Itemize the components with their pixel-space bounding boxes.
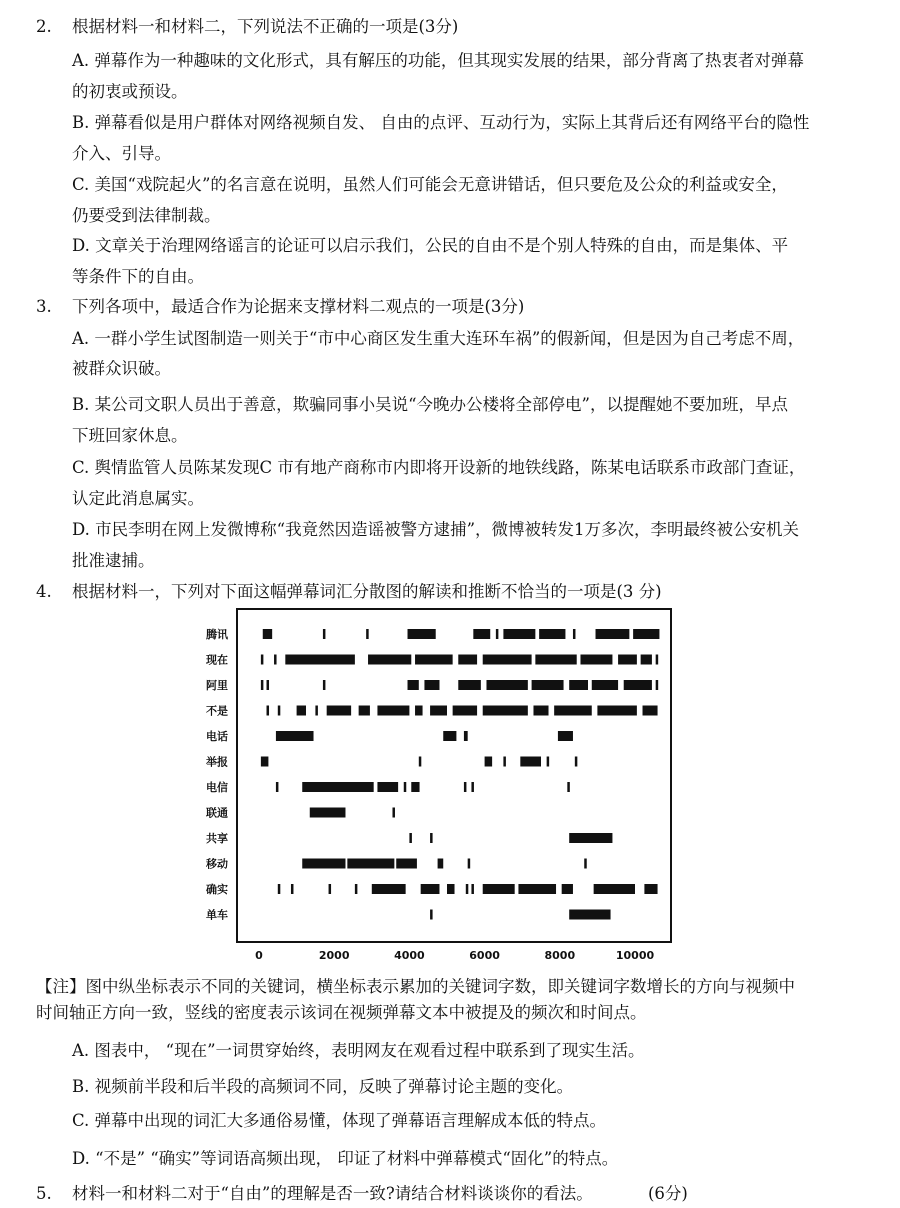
dispersion-mark (486, 680, 527, 690)
dispersion-mark (278, 884, 281, 894)
dispersion-mark (329, 884, 332, 894)
dispersion-mark (276, 731, 314, 741)
dispersion-mark (656, 680, 659, 690)
dispersion-mark (408, 680, 419, 690)
dispersion-mark (267, 680, 270, 690)
dispersion-mark (430, 706, 447, 716)
option-line: 等条件下的自由。 (72, 267, 204, 286)
dispersion-mark (518, 884, 556, 894)
option-line: B. 某公司文职人员出于善意，欺骗同事小吴说“今晚办公楼将全部停电”，以提醒她不要加班，早点 (72, 395, 788, 414)
dispersion-mark (644, 884, 657, 894)
dispersion-mark (261, 655, 264, 665)
dispersion-mark (471, 884, 474, 894)
dispersion-mark (372, 884, 406, 894)
question-number: 2. (36, 17, 52, 36)
dispersion-mark (656, 655, 659, 665)
y-tick-label: 共享 (206, 832, 228, 845)
dispersion-mark (633, 629, 659, 639)
question-points: (6分) (648, 1184, 688, 1203)
option-line: D. 文章关于治理网络谣言的论证可以启示我们，公民的自由不是个别人特殊的自由，而是集体、平 (72, 236, 789, 255)
dispersion-mark (297, 706, 306, 716)
dispersion-mark (458, 655, 477, 665)
dispersion-mark (641, 655, 652, 665)
dispersion-mark (473, 629, 490, 639)
dispersion-mark (547, 757, 550, 767)
word-dispersion-chart (190, 600, 680, 966)
y-tick-label: 不是 (206, 704, 228, 718)
question-stem: 材料一和材料二对于“自由”的理解是否一致?请结合材料谈谈你的看法。 (72, 1184, 593, 1203)
dispersion-mark (261, 757, 269, 767)
dispersion-mark (310, 808, 346, 818)
dispersion-mark (261, 680, 264, 690)
y-tick-label: 确实 (206, 883, 228, 896)
dispersion-mark (468, 859, 471, 869)
dispersion-mark (485, 757, 493, 767)
dispersion-mark (539, 629, 565, 639)
dispersion-mark (483, 706, 528, 716)
dispersion-mark (558, 731, 573, 741)
dispersion-mark (430, 833, 433, 843)
y-tick-label: 移动 (206, 857, 228, 871)
chart-note: 时间轴正方向一致，竖线的密度表示该词在视频弹幕文本中被提及的频次和时间点。 (36, 1003, 647, 1022)
dispersion-mark (597, 706, 636, 716)
option-line: 认定此消息属实。 (72, 489, 204, 508)
question-stem: 根据材料一和材料二，下列说法不正确的一项是(3分) (72, 17, 459, 36)
y-tick-label: 电话 (206, 730, 228, 743)
dispersion-mark (569, 910, 610, 920)
dispersion-mark (562, 884, 573, 894)
x-tick-label: 4000 (394, 949, 425, 962)
option-line: A. 弹幕作为一种趣味的文化形式，具有解压的功能，但其现实发展的结果，部分背离了热衷者对弹幕 (72, 51, 804, 70)
dispersion-mark (535, 655, 576, 665)
dispersion-mark (503, 629, 535, 639)
option-line: 批准逮捕。 (72, 551, 155, 570)
dispersion-mark (569, 680, 588, 690)
dispersion-mark (323, 680, 326, 690)
option-line: C. 弹幕中出现的词汇大多通俗易懂，体现了弹幕语言理解成本低的特点。 (72, 1111, 607, 1130)
x-tick-label: 6000 (469, 949, 500, 962)
y-tick-label: 阿里 (206, 679, 228, 692)
dispersion-mark (404, 782, 407, 792)
dispersion-mark (464, 731, 468, 741)
question-number: 3. (36, 297, 52, 316)
option-line: D. “不是” “确实”等词语高频出现， 印证了材料中弹幕模式“固化”的特点。 (72, 1149, 619, 1168)
option-line: C. 美国“戏院起火”的名言意在说明，虽然人们可能会无意讲错话，但只要危及公众的利益或安全， (72, 175, 788, 194)
x-tick-label: 10000 (615, 949, 655, 962)
dispersion-mark (575, 757, 578, 767)
dispersion-mark (533, 706, 548, 716)
dispersion-mark (315, 706, 318, 716)
dispersion-mark (483, 655, 532, 665)
dispersion-mark (453, 706, 477, 716)
dispersion-mark (592, 680, 618, 690)
dispersion-mark (624, 680, 652, 690)
question-number: 4. (36, 582, 52, 601)
y-tick-label: 单车 (206, 908, 228, 922)
dispersion-mark (643, 706, 658, 716)
dispersion-mark (263, 629, 272, 639)
dispersion-mark (359, 706, 370, 716)
dispersion-mark (411, 782, 419, 792)
dispersion-mark (464, 782, 467, 792)
option-line: A. 图表中， “现在”一词贯穿始终，表明网友在观看过程中联系到了现实生活。 (72, 1041, 645, 1060)
option-line: B. 弹幕看似是用户群体对网络视频自发、 自由的点评、互动行为，实际上其背后还有网络平台的隐性 (72, 113, 810, 132)
dispersion-mark (421, 884, 440, 894)
y-tick-label: 电信 (206, 781, 228, 794)
dispersion-mark (415, 655, 453, 665)
x-tick-label: 0 (255, 949, 263, 962)
option-line: 的初衷或预设。 (72, 82, 188, 101)
dispersion-mark (274, 655, 277, 665)
option-line: 介入、引导。 (72, 144, 171, 163)
option-line: D. 市民李明在网上发微博称“我竟然因造谣被警方逮捕”，微博被转发1万多次，李明最终被公安机关 (72, 520, 799, 539)
dispersion-mark (347, 859, 394, 869)
dispersion-mark (580, 655, 612, 665)
x-tick-label: 2000 (318, 949, 350, 962)
dispersion-mark (438, 859, 444, 869)
dispersion-mark (368, 655, 411, 665)
dispersion-mark (443, 731, 456, 741)
dispersion-mark (447, 884, 455, 894)
dispersion-mark (276, 782, 279, 792)
dispersion-mark (496, 629, 499, 639)
dispersion-mark (408, 629, 436, 639)
y-tick-label: 举报 (206, 755, 228, 769)
dispersion-mark (377, 782, 398, 792)
dispersion-mark (554, 706, 592, 716)
dispersion-mark (430, 910, 433, 920)
dispersion-mark (424, 680, 439, 690)
dispersion-mark (415, 706, 423, 716)
dispersion-mark (584, 859, 587, 869)
dispersion-mark (267, 706, 270, 716)
dispersion-mark (567, 782, 570, 792)
question-stem: 根据材料一，下列对下面这幅弹幕词汇分散图的解读和推断不恰当的一项是(3 分) (72, 582, 662, 601)
dispersion-mark (366, 629, 369, 639)
chart-note: 【注】图中纵坐标表示不同的关键词，横坐标表示累加的关键词字数，即关键词字数增长的方向与视频中 (36, 977, 795, 996)
y-tick-label: 腾讯 (206, 628, 228, 641)
dispersion-mark (377, 706, 409, 716)
option-line: A. 一群小学生试图制造一则关于“市中心商区发生重大连环车祸”的假新闻，但是因为自己考虑不周， (72, 329, 805, 348)
dispersion-mark (291, 884, 294, 894)
dispersion-mark (392, 808, 395, 818)
y-tick-label: 现在 (206, 653, 228, 667)
x-tick-label: 8000 (544, 949, 576, 962)
option-line: B. 视频前半段和后半段的高频词不同，反映了弹幕讨论主题的变化。 (72, 1077, 574, 1096)
option-line: C. 舆情监管人员陈某发现C 市有地产商称市内即将开设新的地铁线路，陈某电话联系市政部门查证， (72, 458, 806, 477)
dispersion-mark (419, 757, 422, 767)
dispersion-mark (302, 782, 373, 792)
option-line: 被群众识破。 (72, 359, 171, 378)
dispersion-mark (573, 629, 576, 639)
dispersion-mark (409, 833, 412, 843)
dispersion-mark (471, 782, 474, 792)
dispersion-mark (532, 680, 564, 690)
dispersion-mark (458, 680, 481, 690)
dispersion-mark (466, 884, 469, 894)
option-line: 仍要受到法律制裁。 (72, 206, 221, 225)
dispersion-mark (520, 757, 541, 767)
dispersion-mark (594, 884, 635, 894)
dispersion-mark (327, 706, 351, 716)
dispersion-mark (569, 833, 612, 843)
question-number: 5. (36, 1184, 52, 1203)
dispersion-mark (396, 859, 417, 869)
dispersion-mark (285, 655, 355, 665)
dispersion-mark (596, 629, 630, 639)
dispersion-mark (503, 757, 506, 767)
question-stem: 下列各项中，最适合作为论据来支撑材料二观点的一项是(3分) (72, 297, 525, 316)
dispersion-mark (302, 859, 345, 869)
dispersion-mark (355, 884, 358, 894)
dispersion-mark (618, 655, 637, 665)
y-tick-label: 联通 (206, 806, 228, 820)
dispersion-mark (278, 706, 281, 716)
dispersion-mark (483, 884, 515, 894)
option-line: 下班回家休息。 (72, 426, 188, 445)
dispersion-mark (323, 629, 326, 639)
